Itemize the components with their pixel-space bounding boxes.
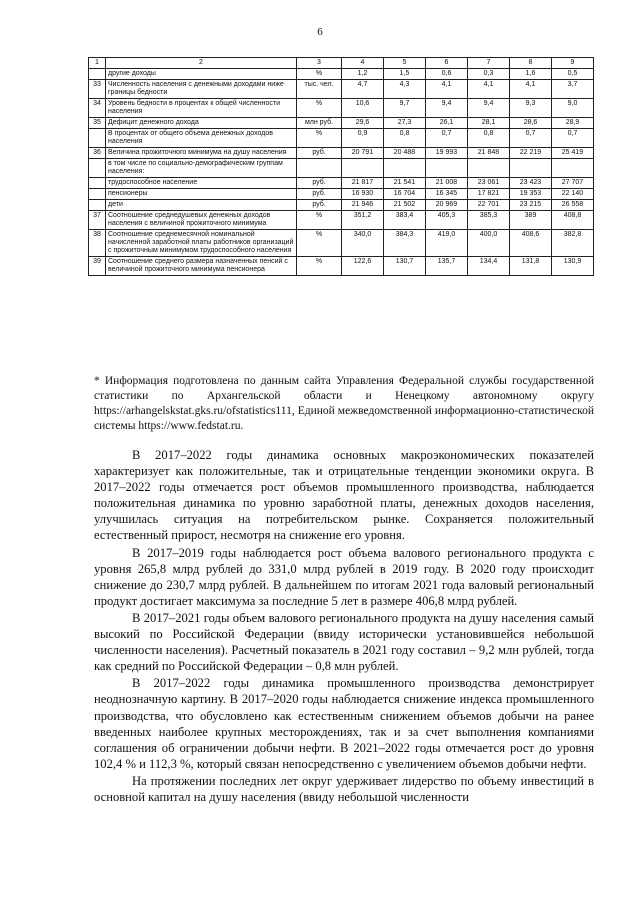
row-value: 400,0 [468, 230, 510, 257]
row-number: 34 [89, 99, 106, 118]
row-value: 4,1 [426, 80, 468, 99]
row-value: 21 008 [426, 178, 468, 189]
row-label: пенсионеры [106, 189, 297, 200]
source-footnote: * Информация подготовлена по данным сайта Управления Федеральной службы государственной статистики по Архангельской области и Ненецкому автономному округу https://arhangelskstat.gks.ru/ofstatistics111, Единой межведомственной информационно-статистической системы https://www.fedstat.ru. [94, 375, 594, 432]
statistics-table [88, 57, 594, 276]
paragraph: В 2017–2022 годы динамика промышленного производства демонстрирует неоднозначную картину. В 2017–2020 годы наблюдается снижение индекса промышленного производства, что обусловлено как естественным снижением объемов добычи на ранее введенных наиболее крупных месторождениях, так и за счет выполнения компаниями соглашения об ограничении добычи нефти. В 2021–2022 годы отмечается рост до уровня 102,4 % и 112,3 %, который связан непосредственно с увеличением объемов добычи нефти. [94, 676, 594, 771]
row-value: 340,0 [342, 230, 384, 257]
row-unit: % [297, 129, 342, 148]
row-value [552, 159, 594, 178]
row-value: 22 219 [510, 148, 552, 159]
row-value: 21 817 [342, 178, 384, 189]
row-value: 20 488 [384, 148, 426, 159]
row-value: 16 704 [384, 189, 426, 200]
row-label: другие доходы [106, 69, 297, 80]
header-cell: 1 [89, 58, 106, 69]
row-value: 20 969 [426, 200, 468, 211]
table-header-row [89, 58, 594, 69]
row-value: 21 541 [384, 178, 426, 189]
row-value: 122,6 [342, 257, 384, 276]
row-value: 16 930 [342, 189, 384, 200]
row-value: 28,6 [510, 118, 552, 129]
row-unit: тыс. чел. [297, 80, 342, 99]
row-value: 4,1 [510, 80, 552, 99]
row-value: 383,4 [384, 211, 426, 230]
row-number: 33 [89, 80, 106, 99]
row-value: 130,9 [552, 257, 594, 276]
row-value: 0,8 [384, 129, 426, 148]
row-number [89, 159, 106, 178]
row-value: 20 791 [342, 148, 384, 159]
paragraph: В 2017–2021 годы объем валового регионального продукта на душу населения самый высокий по Российской Федерации (ввиду исторически установившейся небольшой численности населения). Расчетный показатель в 2021 году составил – 9,2 млн рублей, тогда как средний по Российской Федерации – 0,8 млн рублей. [94, 610, 594, 674]
row-label: Величина прожиточного минимума на душу населения [106, 148, 297, 159]
body-text [94, 447, 594, 806]
row-number [89, 200, 106, 211]
row-number [89, 189, 106, 200]
table-row [89, 69, 594, 80]
row-value: 17 821 [468, 189, 510, 200]
row-value: 22 701 [468, 200, 510, 211]
row-value: 408,8 [552, 211, 594, 230]
table-row [89, 257, 594, 276]
paragraph: В 2017–2022 годы динамика основных макроэкономических показателей характеризует как положительные, так и отрицательные тенденции экономики округа. В 2017–2022 годы отмечается рост объемов промышленного производства, наблюдается положительная динамика по уровню заработной платы, денежных доходов населения, улучшилась ситуация на потребительском рынке. Сохраняется положительный естественный прирост, несмотря на снижение его уровня. [94, 448, 594, 543]
row-value [426, 159, 468, 178]
row-value: 23 061 [468, 178, 510, 189]
row-number [89, 69, 106, 80]
row-value: 19 993 [426, 148, 468, 159]
table-row [89, 99, 594, 118]
row-unit: % [297, 211, 342, 230]
row-value: 10,6 [342, 99, 384, 118]
row-label: Соотношение среднедушевых денежных доходов населения с величиной прожиточного минимума [106, 211, 297, 230]
row-value: 382,8 [552, 230, 594, 257]
row-label: в том числе по социально-демографическим группам населения: [106, 159, 297, 178]
row-value: 27 707 [552, 178, 594, 189]
row-value: 408,6 [510, 230, 552, 257]
row-number [89, 129, 106, 148]
row-value: 385,3 [468, 211, 510, 230]
row-value: 0,7 [426, 129, 468, 148]
row-value: 26,1 [426, 118, 468, 129]
row-value: 27,3 [384, 118, 426, 129]
row-unit: руб. [297, 148, 342, 159]
table-row [89, 178, 594, 189]
table-row [89, 159, 594, 178]
row-value: 21 848 [468, 148, 510, 159]
table-row [89, 189, 594, 200]
table-row [89, 211, 594, 230]
row-value: 0,6 [426, 69, 468, 80]
paragraph: На протяжении последних лет округ удерживает лидерство по объему инвестиций в основной капитал на душу населения (ввиду небольшой численности [94, 773, 594, 804]
row-value: 28,1 [468, 118, 510, 129]
row-unit: % [297, 99, 342, 118]
paragraph: В 2017–2019 годы наблюдается рост объема валового регионального продукта с уровня 265,8 млрд рублей до 331,0 млрд рублей в 2019 году. В 2020 году происходит снижение до 230,7 млрд рублей. В дальнейшем по итогам 2021 года валовый региональный продукт достигает максимума за последние 5 лет в размере 406,8 млрд рублей. [94, 545, 594, 608]
row-unit: млн руб. [297, 118, 342, 129]
row-value: 9,4 [468, 99, 510, 118]
row-label: Соотношение среднемесячной номинальной начисленной заработной платы работников организаций с прожиточным минимумом трудоспособного населения [106, 230, 297, 257]
row-value: 0,5 [552, 69, 594, 80]
row-unit: % [297, 230, 342, 257]
row-label: дети [106, 200, 297, 211]
row-value: 29,6 [342, 118, 384, 129]
row-number: 37 [89, 211, 106, 230]
row-value: 0,9 [342, 129, 384, 148]
row-value: 9,3 [510, 99, 552, 118]
row-value: 389 [510, 211, 552, 230]
row-value: 1,6 [510, 69, 552, 80]
row-value: 4,7 [342, 80, 384, 99]
row-value: 405,3 [426, 211, 468, 230]
row-label: Уровень бедности в процентах к общей численности населения [106, 99, 297, 118]
table-row [89, 230, 594, 257]
row-value: 1,2 [342, 69, 384, 80]
row-label: В процентах от общего объема денежных доходов населения [106, 129, 297, 148]
header-cell: 2 [106, 58, 297, 69]
row-value: 16 345 [426, 189, 468, 200]
row-value: 0,8 [468, 129, 510, 148]
row-unit [297, 159, 342, 178]
row-value: 9,7 [384, 99, 426, 118]
row-unit: % [297, 257, 342, 276]
table-row [89, 118, 594, 129]
row-value: 4,1 [468, 80, 510, 99]
row-value: 9,0 [552, 99, 594, 118]
row-value: 4,3 [384, 80, 426, 99]
header-cell: 7 [468, 58, 510, 69]
row-value: 21 946 [342, 200, 384, 211]
row-label: трудоспособное население [106, 178, 297, 189]
row-label: Соотношение среднего размера назначенных пенсий с величиной прожиточного минимума пенсионера [106, 257, 297, 276]
row-value: 134,4 [468, 257, 510, 276]
row-unit: руб. [297, 200, 342, 211]
row-number: 39 [89, 257, 106, 276]
row-value: 9,4 [426, 99, 468, 118]
row-number: 36 [89, 148, 106, 159]
header-cell: 9 [552, 58, 594, 69]
row-value: 19 353 [510, 189, 552, 200]
row-value: 0,3 [468, 69, 510, 80]
table-row [89, 80, 594, 99]
header-cell: 8 [510, 58, 552, 69]
row-value: 21 502 [384, 200, 426, 211]
row-value [384, 159, 426, 178]
row-value: 26 558 [552, 200, 594, 211]
row-value: 3,7 [552, 80, 594, 99]
row-value: 25 419 [552, 148, 594, 159]
row-value: 23 215 [510, 200, 552, 211]
row-value: 0,7 [510, 129, 552, 148]
row-value: 351,2 [342, 211, 384, 230]
row-number [89, 178, 106, 189]
row-value: 384,3 [384, 230, 426, 257]
row-value: 23 423 [510, 178, 552, 189]
table-row [89, 148, 594, 159]
table-row [89, 200, 594, 211]
row-unit: % [297, 69, 342, 80]
row-value [342, 159, 384, 178]
header-cell: 5 [384, 58, 426, 69]
table-row [89, 129, 594, 148]
row-value [510, 159, 552, 178]
row-label: Дефицит денежного дохода [106, 118, 297, 129]
row-unit: руб. [297, 189, 342, 200]
header-cell: 3 [297, 58, 342, 69]
row-unit: руб. [297, 178, 342, 189]
row-value: 135,7 [426, 257, 468, 276]
header-cell: 6 [426, 58, 468, 69]
row-value: 0,7 [552, 129, 594, 148]
row-value: 131,8 [510, 257, 552, 276]
row-value: 419,0 [426, 230, 468, 257]
header-cell: 4 [342, 58, 384, 69]
page-number: 6 [317, 26, 323, 38]
row-value: 22 140 [552, 189, 594, 200]
row-label: Численность населения с денежными доходами ниже границы бедности [106, 80, 297, 99]
row-value [468, 159, 510, 178]
row-value: 130,7 [384, 257, 426, 276]
row-value: 28,9 [552, 118, 594, 129]
row-number: 35 [89, 118, 106, 129]
row-number: 38 [89, 230, 106, 257]
row-value: 1,5 [384, 69, 426, 80]
